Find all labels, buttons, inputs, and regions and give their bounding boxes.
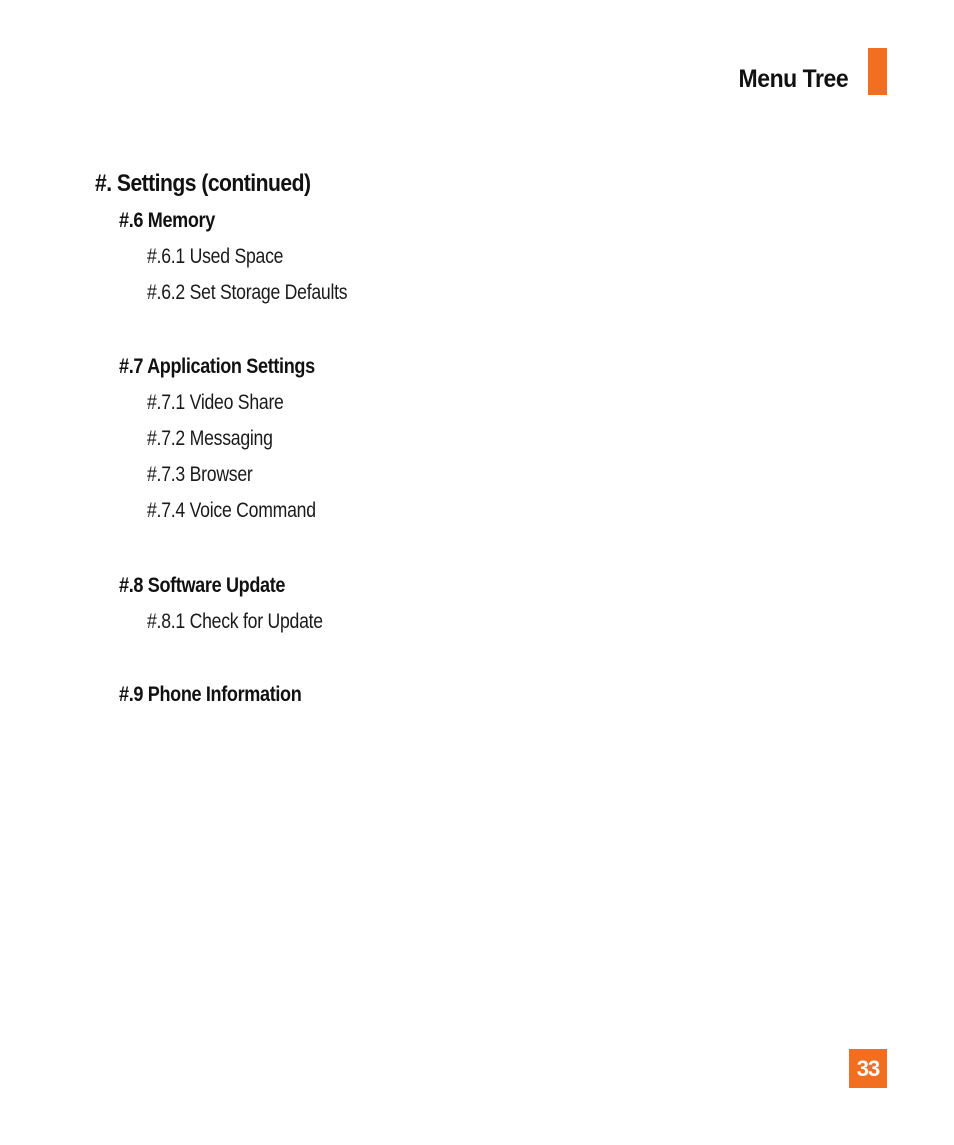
menu-group-title: #.6 Memory: [119, 209, 215, 232]
menu-group-title: #.8 Software Update: [119, 574, 286, 597]
menu-group-title: #.7 Application Settings: [119, 355, 315, 378]
page-header-title: Menu Tree: [738, 65, 848, 93]
menu-item: #.6.1 Used Space: [147, 245, 284, 268]
menu-group-software-update: [119, 571, 356, 637]
menu-item: #.8.1 Check for Update: [147, 610, 323, 633]
menu-item: #.7.4 Voice Command: [147, 499, 316, 522]
menu-group-application-settings: [119, 352, 348, 526]
menu-group-memory: [119, 206, 386, 308]
section-title: #. Settings (continued): [95, 170, 311, 197]
menu-item: #.7.1 Video Share: [147, 391, 284, 414]
menu-group-title: #.9 Phone Information: [119, 683, 302, 706]
menu-item: #.7.2 Messaging: [147, 427, 273, 450]
menu-item: #.6.2 Set Storage Defaults: [147, 281, 348, 304]
header-accent-tab: [868, 48, 887, 95]
page-number-badge: 33: [849, 1049, 887, 1088]
menu-group-phone-information: [119, 680, 331, 710]
menu-item: #.7.3 Browser: [147, 463, 253, 486]
